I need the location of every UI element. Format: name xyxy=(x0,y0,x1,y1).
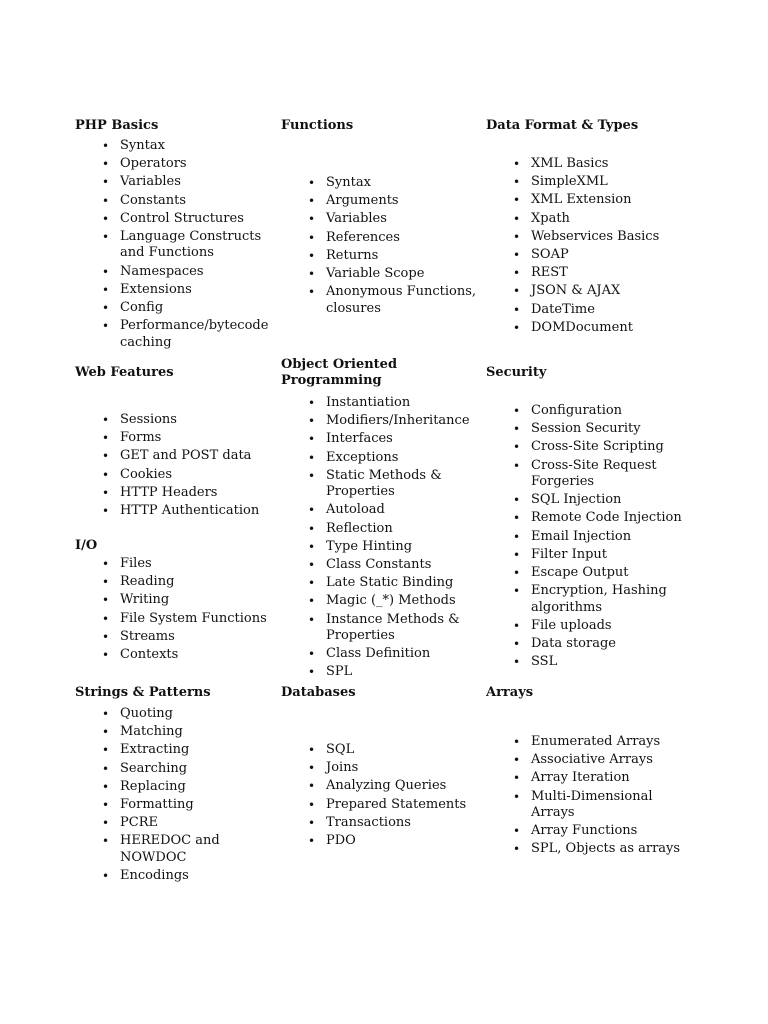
list-item xyxy=(102,611,275,628)
list-item xyxy=(308,575,461,592)
list-item xyxy=(513,752,686,769)
bullet-icon: • xyxy=(513,284,521,299)
section-web-features xyxy=(75,365,275,521)
list-item-text: File uploads xyxy=(531,617,612,633)
list-item xyxy=(308,778,481,795)
list-item xyxy=(102,503,275,520)
list-item-text: Enumerated Arrays xyxy=(531,734,661,749)
section-functions xyxy=(281,118,481,319)
bullet-icon: • xyxy=(102,743,110,758)
list-item-text: Constants xyxy=(120,192,187,208)
bullet-icon: • xyxy=(308,414,316,429)
list-item xyxy=(308,539,461,556)
bullet-icon: • xyxy=(308,576,316,591)
list-item xyxy=(102,629,275,646)
bullet-icon: • xyxy=(308,558,316,572)
list-item xyxy=(513,547,686,564)
list-item xyxy=(308,175,481,192)
list-item xyxy=(513,789,686,822)
list-item xyxy=(308,266,481,283)
bullet-icon: • xyxy=(308,612,316,627)
list-item-text: Contexts xyxy=(120,646,179,662)
list-item-text: Quoting xyxy=(120,706,173,721)
list-item-text: Static Methods & Properties xyxy=(326,467,442,500)
list-item xyxy=(513,770,686,787)
section-title: Web Features xyxy=(75,365,174,380)
bullet-icon: • xyxy=(102,816,110,831)
list-item-text: Instantiation xyxy=(326,395,411,410)
list-item xyxy=(102,174,275,191)
list-item-text: Modifiers/Inheritance xyxy=(326,413,470,429)
bullet-icon: • xyxy=(513,493,521,508)
section-strings-patterns xyxy=(75,685,275,886)
bullet-icon: • xyxy=(513,618,521,633)
list-item-text: Namespaces xyxy=(120,263,204,279)
bullet-icon: • xyxy=(308,212,316,227)
bullet-icon: • xyxy=(102,301,110,315)
section-title: Security xyxy=(486,365,547,380)
list-item-text: Multi-Dimensional Arrays xyxy=(531,788,653,821)
list-item xyxy=(102,282,275,299)
list-item-text: XML Extension xyxy=(531,192,632,208)
list-item-text: Transactions xyxy=(326,814,411,830)
section-data-format-types xyxy=(486,118,686,338)
list-item-text: SOAP xyxy=(531,246,569,262)
list-item xyxy=(308,833,481,850)
topic-list xyxy=(486,734,686,858)
list-item xyxy=(513,283,686,300)
list-item-text: Formatting xyxy=(120,796,194,812)
list-item-text: Filter Input xyxy=(531,546,608,562)
list-item-text: Reflection xyxy=(326,520,393,536)
list-item-text: Syntax xyxy=(326,175,371,190)
list-item xyxy=(308,557,461,574)
list-item-text: Config xyxy=(120,300,164,315)
list-item-text: Streams xyxy=(120,628,175,644)
bullet-icon: • xyxy=(513,655,521,670)
list-item-text: Variables xyxy=(120,174,181,190)
list-item xyxy=(513,174,686,191)
list-item xyxy=(513,439,686,456)
bullet-icon: • xyxy=(102,707,110,721)
list-item-text: Performance/bytecode caching xyxy=(120,318,269,350)
list-item xyxy=(513,492,686,509)
list-item xyxy=(308,664,461,681)
list-item xyxy=(513,247,686,264)
bullet-icon: • xyxy=(102,761,110,776)
list-item xyxy=(513,156,686,173)
section-title: Functions xyxy=(281,118,354,133)
bullet-icon: • xyxy=(513,440,521,455)
topic-list xyxy=(75,706,275,885)
list-item-text: Sessions xyxy=(120,412,177,427)
list-item xyxy=(513,211,686,228)
section-arrays xyxy=(486,685,686,860)
list-item-text: Language Constructs and Functions xyxy=(120,228,262,261)
list-item-text: Files xyxy=(120,556,152,571)
bullet-icon: • xyxy=(513,175,521,190)
list-item xyxy=(308,646,461,663)
bullet-icon: • xyxy=(308,815,316,830)
list-item-text: Variables xyxy=(326,211,387,227)
list-item-text: SPL, Objects as arrays xyxy=(531,841,681,857)
bullet-icon: • xyxy=(308,230,316,245)
bullet-icon: • xyxy=(102,725,110,740)
list-item-text: DateTime xyxy=(531,301,595,317)
bullet-icon: • xyxy=(308,285,316,300)
list-item-text: Webservices Basics xyxy=(531,228,660,244)
bullet-icon: • xyxy=(513,566,521,580)
list-item-text: SQL xyxy=(326,742,355,757)
list-item xyxy=(308,742,481,759)
list-item xyxy=(308,230,481,247)
list-item-text: Encodings xyxy=(120,868,189,883)
bullet-icon: • xyxy=(102,175,110,190)
list-item xyxy=(102,318,275,351)
bullet-icon: • xyxy=(102,575,110,590)
list-item xyxy=(513,510,686,527)
bullet-icon: • xyxy=(102,431,110,446)
bullet-icon: • xyxy=(102,449,110,464)
bullet-icon: • xyxy=(308,833,316,848)
list-item-text: Prepared Statements xyxy=(326,796,467,812)
bullet-icon: • xyxy=(513,529,521,544)
bullet-icon: • xyxy=(102,229,110,244)
list-item-text: Extensions xyxy=(120,281,192,297)
bullet-icon: • xyxy=(308,539,316,554)
bullet-icon: • xyxy=(513,458,521,473)
list-item xyxy=(102,264,275,281)
topic-list xyxy=(75,138,275,351)
list-item-text: Encryption, Hashing algorithms xyxy=(531,583,667,615)
list-item xyxy=(308,612,461,645)
bullet-icon: • xyxy=(513,211,521,226)
bullet-icon: • xyxy=(308,176,316,190)
bullet-icon: • xyxy=(308,779,316,794)
list-item xyxy=(102,761,275,778)
list-item-text: Email Injection xyxy=(531,528,632,544)
section-title: Strings & Patterns xyxy=(75,685,211,700)
bullet-icon: • xyxy=(513,320,521,335)
list-item-text: Escape Output xyxy=(531,565,629,580)
list-item-text: PCRE xyxy=(120,815,158,831)
list-item-text: Reading xyxy=(120,574,175,590)
list-item xyxy=(102,211,275,228)
list-item-text: Operators xyxy=(120,156,187,172)
list-item xyxy=(102,833,275,866)
list-item-text: Cross-Site Scripting xyxy=(531,439,664,455)
bullet-icon: • xyxy=(102,869,110,883)
list-item xyxy=(308,193,481,210)
section-databases xyxy=(281,685,481,851)
section-title: Databases xyxy=(281,685,356,700)
list-item-text: Type Hinting xyxy=(326,538,413,554)
list-item xyxy=(102,574,275,591)
list-item xyxy=(308,593,461,610)
list-item-text: SimpleXML xyxy=(531,174,608,190)
list-item-text: SSL xyxy=(531,654,558,670)
list-item xyxy=(102,742,275,759)
list-item xyxy=(102,556,275,573)
list-item xyxy=(102,868,275,885)
list-item-text: Late Static Binding xyxy=(326,575,454,591)
topic-list xyxy=(281,395,470,681)
bullet-icon: • xyxy=(513,824,521,839)
bullet-icon: • xyxy=(308,432,316,447)
list-item-text: Analyzing Queries xyxy=(326,778,447,794)
list-item-text: DOMDocument xyxy=(531,319,633,335)
list-item xyxy=(513,403,686,420)
list-item-text: Cross-Site Request Forgeries xyxy=(531,457,657,490)
bullet-icon: • xyxy=(308,647,316,662)
bullet-icon: • xyxy=(308,521,316,536)
bullet-icon: • xyxy=(513,637,521,652)
list-item-text: File System Functions xyxy=(120,610,267,626)
list-item xyxy=(513,320,686,337)
bullet-icon: • xyxy=(102,629,110,644)
bullet-icon: • xyxy=(513,771,521,786)
bullet-icon: • xyxy=(102,503,110,518)
list-item xyxy=(308,521,461,538)
list-item-text: Searching xyxy=(120,760,188,776)
list-item xyxy=(308,760,481,777)
list-item xyxy=(513,229,686,246)
list-item xyxy=(102,430,275,447)
list-item xyxy=(308,502,461,519)
list-item-text: Matching xyxy=(120,724,183,740)
bullet-icon: • xyxy=(513,842,521,857)
list-item-text: Writing xyxy=(120,592,170,608)
list-item-text: Class Definition xyxy=(326,646,431,662)
list-item-text: XML Basics xyxy=(531,156,609,171)
list-item-text: HEREDOC and NOWDOC xyxy=(120,833,220,865)
list-item-text: Returns xyxy=(326,247,379,263)
list-item-text: PDO xyxy=(326,832,356,848)
list-item xyxy=(102,448,275,465)
topic-list xyxy=(75,412,275,519)
list-item-text: Joins xyxy=(326,760,359,776)
list-item xyxy=(102,193,275,210)
bullet-icon: • xyxy=(102,211,110,226)
list-item-text: References xyxy=(326,229,400,245)
list-item xyxy=(102,647,275,664)
list-item xyxy=(102,412,275,429)
list-item-text: JSON & AJAX xyxy=(531,283,621,299)
list-item-text: Xpath xyxy=(531,210,570,226)
list-item xyxy=(513,823,686,840)
section-title: I/O xyxy=(75,538,98,553)
list-item xyxy=(102,467,275,484)
bullet-icon: • xyxy=(308,266,316,281)
list-item xyxy=(308,395,461,412)
section-title: Data Format & Types xyxy=(486,118,639,133)
list-item-text: SPL xyxy=(326,664,353,680)
list-item-text: Control Structures xyxy=(120,210,244,226)
list-item-text: Array Functions xyxy=(531,823,638,839)
topic-list xyxy=(486,156,686,336)
bullet-icon: • xyxy=(102,467,110,482)
list-item xyxy=(513,583,686,616)
list-item-text: GET and POST data xyxy=(120,448,252,464)
section-oop xyxy=(281,357,470,683)
bullet-icon: • xyxy=(513,266,521,281)
bullet-icon: • xyxy=(102,319,110,334)
bullet-icon: • xyxy=(308,797,316,812)
list-item-text: Variable Scope xyxy=(326,265,425,281)
topic-list xyxy=(75,556,275,663)
list-item xyxy=(513,636,686,653)
list-item xyxy=(513,458,686,491)
list-item-text: Magic (_*) Methods xyxy=(326,593,456,609)
bullet-icon: • xyxy=(102,485,110,500)
bullet-icon: • xyxy=(308,594,316,609)
bullet-icon: • xyxy=(308,450,316,465)
bullet-icon: • xyxy=(102,264,110,279)
list-item xyxy=(102,797,275,814)
list-item-text: Remote Code Injection xyxy=(531,510,682,526)
list-item xyxy=(308,248,481,265)
bullet-icon: • xyxy=(102,834,110,849)
list-item xyxy=(308,468,461,501)
list-item-text: Instance Methods & Properties xyxy=(326,611,460,644)
bullet-icon: • xyxy=(308,503,316,518)
bullet-icon: • xyxy=(308,468,316,483)
list-item-text: Cookies xyxy=(120,466,172,482)
list-item-text: Data storage xyxy=(531,636,616,652)
list-item-text: Forms xyxy=(120,430,162,446)
bullet-icon: • xyxy=(102,779,110,794)
list-item xyxy=(513,618,686,635)
list-item xyxy=(102,485,275,502)
list-item xyxy=(513,734,686,751)
list-item xyxy=(102,229,275,262)
section-title: PHP Basics xyxy=(75,118,159,133)
topic-list xyxy=(281,742,481,849)
section-title: Object Oriented Programming xyxy=(281,357,398,388)
bullet-icon: • xyxy=(102,193,110,208)
bullet-icon: • xyxy=(513,584,521,599)
section-security xyxy=(486,365,686,672)
list-item-text: REST xyxy=(531,265,568,281)
bullet-icon: • xyxy=(102,157,110,172)
list-item xyxy=(308,284,481,317)
list-item-text: Anonymous Functions, closures xyxy=(326,284,477,316)
list-item-text: Exceptions xyxy=(326,449,399,465)
list-item-text: Session Security xyxy=(531,421,641,437)
list-item xyxy=(308,450,461,467)
bullet-icon: • xyxy=(308,396,316,410)
topic-list xyxy=(281,175,481,317)
bullet-icon: • xyxy=(308,743,316,757)
bullet-icon: • xyxy=(102,797,110,812)
list-item xyxy=(308,797,481,814)
list-item xyxy=(102,592,275,609)
list-item-text: Autoload xyxy=(326,502,385,518)
bullet-icon: • xyxy=(513,735,521,749)
list-item-text: Associative Arrays xyxy=(531,752,653,768)
list-item xyxy=(513,192,686,209)
bullet-icon: • xyxy=(102,413,110,427)
section-io xyxy=(75,538,275,665)
bullet-icon: • xyxy=(513,511,521,526)
bullet-icon: • xyxy=(308,665,316,680)
list-item xyxy=(308,211,481,228)
list-item-text: Arguments xyxy=(326,193,399,209)
list-item xyxy=(102,706,275,723)
list-item xyxy=(513,654,686,671)
list-item xyxy=(513,302,686,319)
bullet-icon: • xyxy=(102,593,110,608)
bullet-icon: • xyxy=(102,611,110,626)
bullet-icon: • xyxy=(513,302,521,317)
bullet-icon: • xyxy=(513,193,521,208)
list-item xyxy=(308,413,470,430)
list-item xyxy=(513,841,686,858)
list-item xyxy=(102,156,275,173)
section-php-basics xyxy=(75,118,275,353)
bullet-icon: • xyxy=(308,248,316,263)
topic-list xyxy=(486,403,686,671)
bullet-icon: • xyxy=(513,789,521,804)
list-item-text: Replacing xyxy=(120,778,186,794)
bullet-icon: • xyxy=(513,229,521,244)
list-item-text: HTTP Authentication xyxy=(120,502,260,518)
list-item xyxy=(102,815,275,832)
section-title: Arrays xyxy=(486,685,534,700)
list-item xyxy=(513,421,686,438)
list-item-text: Configuration xyxy=(531,403,623,418)
list-item-text: Array Iteration xyxy=(531,770,630,786)
list-item-text: Extracting xyxy=(120,742,190,758)
bullet-icon: • xyxy=(102,282,110,297)
bullet-icon: • xyxy=(102,139,110,153)
bullet-icon: • xyxy=(513,157,521,171)
list-item xyxy=(308,815,481,832)
list-item-text: HTTP Headers xyxy=(120,484,218,500)
list-item xyxy=(102,724,275,741)
list-item-text: Interfaces xyxy=(326,431,393,447)
list-item xyxy=(513,265,686,282)
list-item xyxy=(513,565,686,582)
list-item-text: Syntax xyxy=(120,138,165,153)
bullet-icon: • xyxy=(513,753,521,768)
bullet-icon: • xyxy=(513,247,521,262)
bullet-icon: • xyxy=(513,547,521,562)
bullet-icon: • xyxy=(513,422,521,437)
bullet-icon: • xyxy=(308,194,316,209)
list-item xyxy=(513,529,686,546)
bullet-icon: • xyxy=(102,647,110,662)
list-item-text: SQL Injection xyxy=(531,492,622,508)
list-item xyxy=(102,779,275,796)
bullet-icon: • xyxy=(513,404,521,418)
bullet-icon: • xyxy=(102,557,110,571)
list-item xyxy=(102,300,275,317)
list-item-text: Class Constants xyxy=(326,557,432,572)
bullet-icon: • xyxy=(308,761,316,776)
list-item xyxy=(308,431,461,448)
list-item xyxy=(102,138,275,155)
